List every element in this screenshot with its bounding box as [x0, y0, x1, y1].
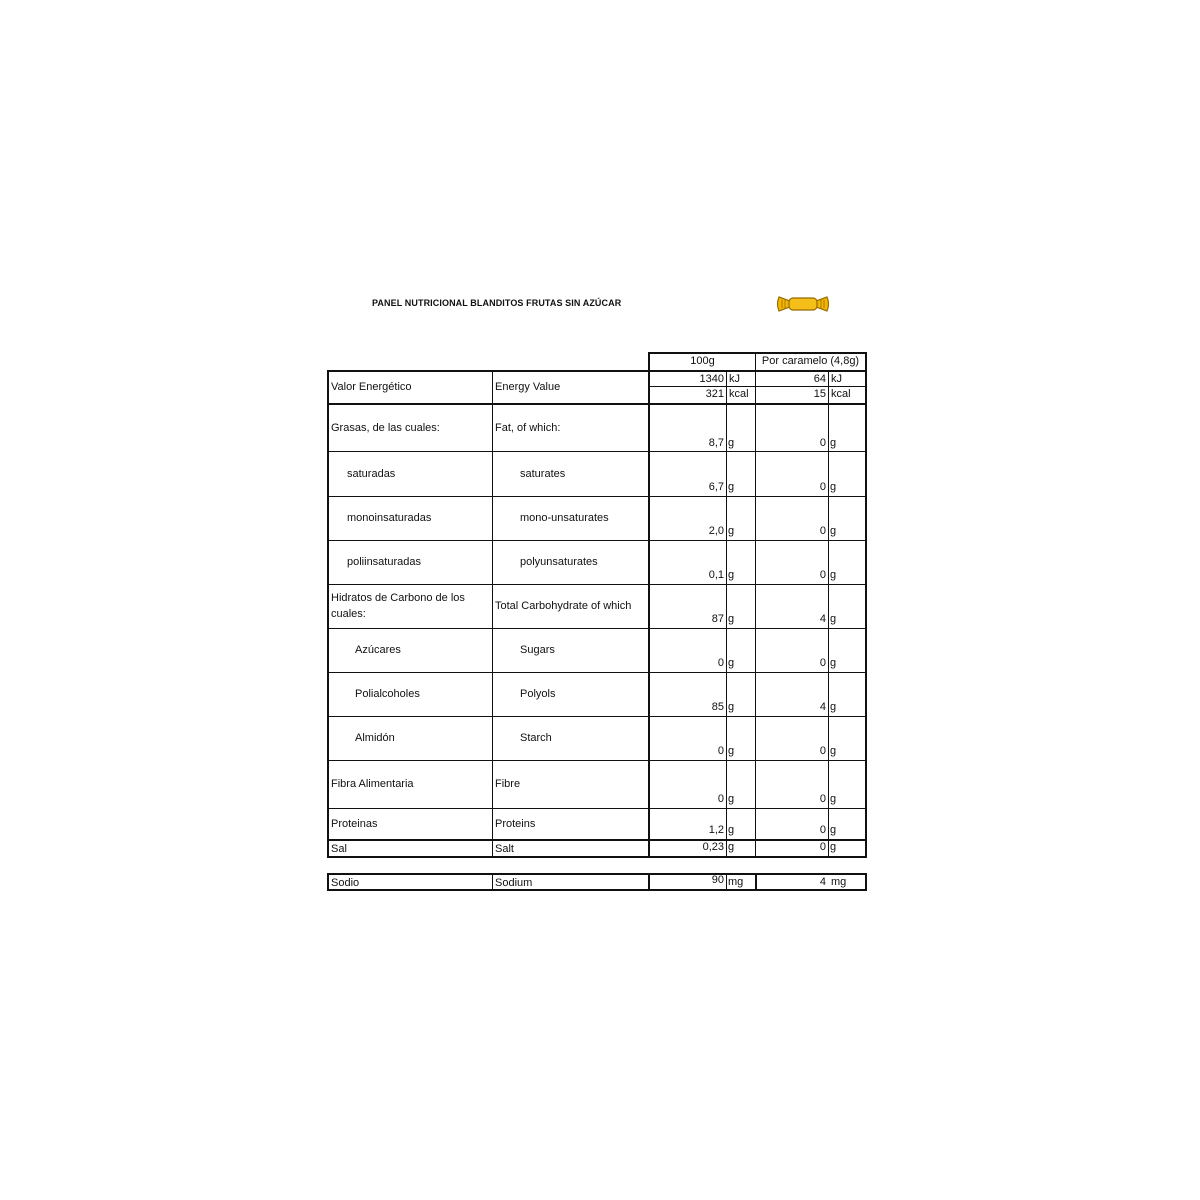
row-polyols-es: Polialcoholes: [355, 688, 420, 700]
row-poly-es: poliinsaturadas: [347, 556, 421, 568]
row-starch-es: Almidón: [355, 732, 395, 744]
header-100g: 100g: [690, 355, 715, 367]
header-portion: Por caramelo (4,8g): [761, 355, 860, 367]
energy-kj-portion: 64: [813, 373, 826, 385]
row-mono-100g: 2,0: [708, 525, 724, 537]
row-poly-portion: 0: [819, 569, 826, 581]
row-poly-en: polyunsaturates: [520, 556, 598, 568]
row-mono-en: mono-unsaturates: [520, 512, 609, 524]
row-salt-en: Salt: [495, 843, 514, 855]
sodium-es: Sodio: [331, 877, 360, 889]
row-fibre-es: Fibra Alimentaria: [331, 778, 414, 790]
row-starch-en: Starch: [520, 732, 552, 744]
row-proteins-unit: g: [728, 824, 735, 836]
energy-kj-unit-portion: kJ: [831, 373, 842, 385]
row-polyols-en: Polyols: [520, 688, 556, 700]
row-starch-portion: 0: [819, 745, 826, 757]
energy-kcal-100g: 321: [705, 388, 724, 400]
energy-kcal-unit: kcal: [729, 388, 749, 400]
row-mono-unit: g: [728, 525, 735, 537]
sodium-unit-portion: mg: [831, 876, 847, 888]
row-salt-unit: g: [728, 841, 735, 853]
energy-label-en: Energy Value: [495, 381, 561, 393]
row-poly-unit: g: [728, 569, 735, 581]
energy-label-es: Valor Energético: [331, 381, 412, 393]
row-saturates-unit-portion: g: [830, 481, 837, 493]
page-title: PANEL NUTRICIONAL BLANDITOS FRUTAS SIN AZÚCAR: [372, 298, 622, 308]
row-polyols-100g: 85: [711, 701, 724, 713]
sodium-100g: 90: [711, 874, 724, 886]
candy-icon: [776, 294, 830, 314]
sodium-en: Sodium: [495, 877, 533, 889]
row-carb-100g: 87: [711, 613, 724, 625]
row-fat-unit-portion: g: [830, 437, 837, 449]
row-sugars-portion: 0: [819, 657, 826, 669]
row-proteins-es: Proteinas: [331, 818, 378, 830]
row-fibre-100g: 0: [717, 793, 724, 805]
sodium-unit: mg: [728, 876, 744, 888]
row-sugars-unit: g: [728, 657, 735, 669]
sodium-portion: 4: [819, 876, 826, 888]
row-saturates-portion: 0: [819, 481, 826, 493]
row-proteins-en: Proteins: [495, 818, 536, 830]
row-mono-portion: 0: [819, 525, 826, 537]
row-saturates-unit: g: [728, 481, 735, 493]
row-sugars-100g: 0: [717, 657, 724, 669]
energy-kj-unit: kJ: [729, 373, 740, 385]
row-saturates-es: saturadas: [347, 468, 396, 480]
row-fibre-unit-portion: g: [830, 793, 837, 805]
row-proteins-100g: 1,2: [708, 824, 724, 836]
row-proteins-portion: 0: [819, 824, 826, 836]
row-fibre-en: Fibre: [495, 778, 521, 790]
row-salt-100g: 0,23: [702, 841, 724, 853]
row-salt-portion: 0: [819, 841, 826, 853]
row-fat-unit: g: [728, 437, 735, 449]
row-starch-100g: 0: [717, 745, 724, 757]
row-fat-es: Grasas, de las cuales:: [331, 422, 440, 434]
row-sugars-en: Sugars: [520, 644, 555, 656]
row-carb-es-line1: Hidratos de Carbono de los: [331, 592, 465, 604]
row-mono-es: monoinsaturadas: [347, 512, 432, 524]
row-carb-unit-portion: g: [830, 613, 837, 625]
row-polyols-portion: 4: [819, 701, 826, 713]
row-saturates-100g: 6,7: [708, 481, 724, 493]
energy-kcal-unit-portion: kcal: [831, 388, 851, 400]
row-fat-en: Fat, of which:: [495, 422, 561, 434]
row-sugars-es: Azúcares: [355, 644, 401, 656]
row-polyols-unit: g: [728, 701, 735, 713]
row-starch-unit: g: [728, 745, 735, 757]
row-poly-unit-portion: g: [830, 569, 837, 581]
row-carb-portion: 4: [819, 613, 826, 625]
row-saturates-en: saturates: [520, 468, 566, 480]
row-mono-unit-portion: g: [830, 525, 837, 537]
row-carb-en: Total Carbohydrate of which: [495, 600, 632, 612]
row-polyols-unit-portion: g: [830, 701, 837, 713]
row-fat-100g: 8,7: [708, 437, 724, 449]
row-fibre-portion: 0: [819, 793, 826, 805]
energy-kj-100g: 1340: [699, 373, 724, 385]
row-salt-unit-portion: g: [830, 841, 837, 853]
energy-kcal-portion: 15: [813, 388, 826, 400]
row-salt-es: Sal: [331, 843, 347, 855]
row-fibre-unit: g: [728, 793, 735, 805]
row-fat-portion: 0: [819, 437, 826, 449]
row-starch-unit-portion: g: [830, 745, 837, 757]
row-sugars-unit-portion: g: [830, 657, 837, 669]
row-poly-100g: 0,1: [708, 569, 724, 581]
row-carb-unit: g: [728, 613, 735, 625]
row-proteins-unit-portion: g: [830, 824, 837, 836]
row-carb-es-line2: cuales:: [331, 608, 366, 620]
